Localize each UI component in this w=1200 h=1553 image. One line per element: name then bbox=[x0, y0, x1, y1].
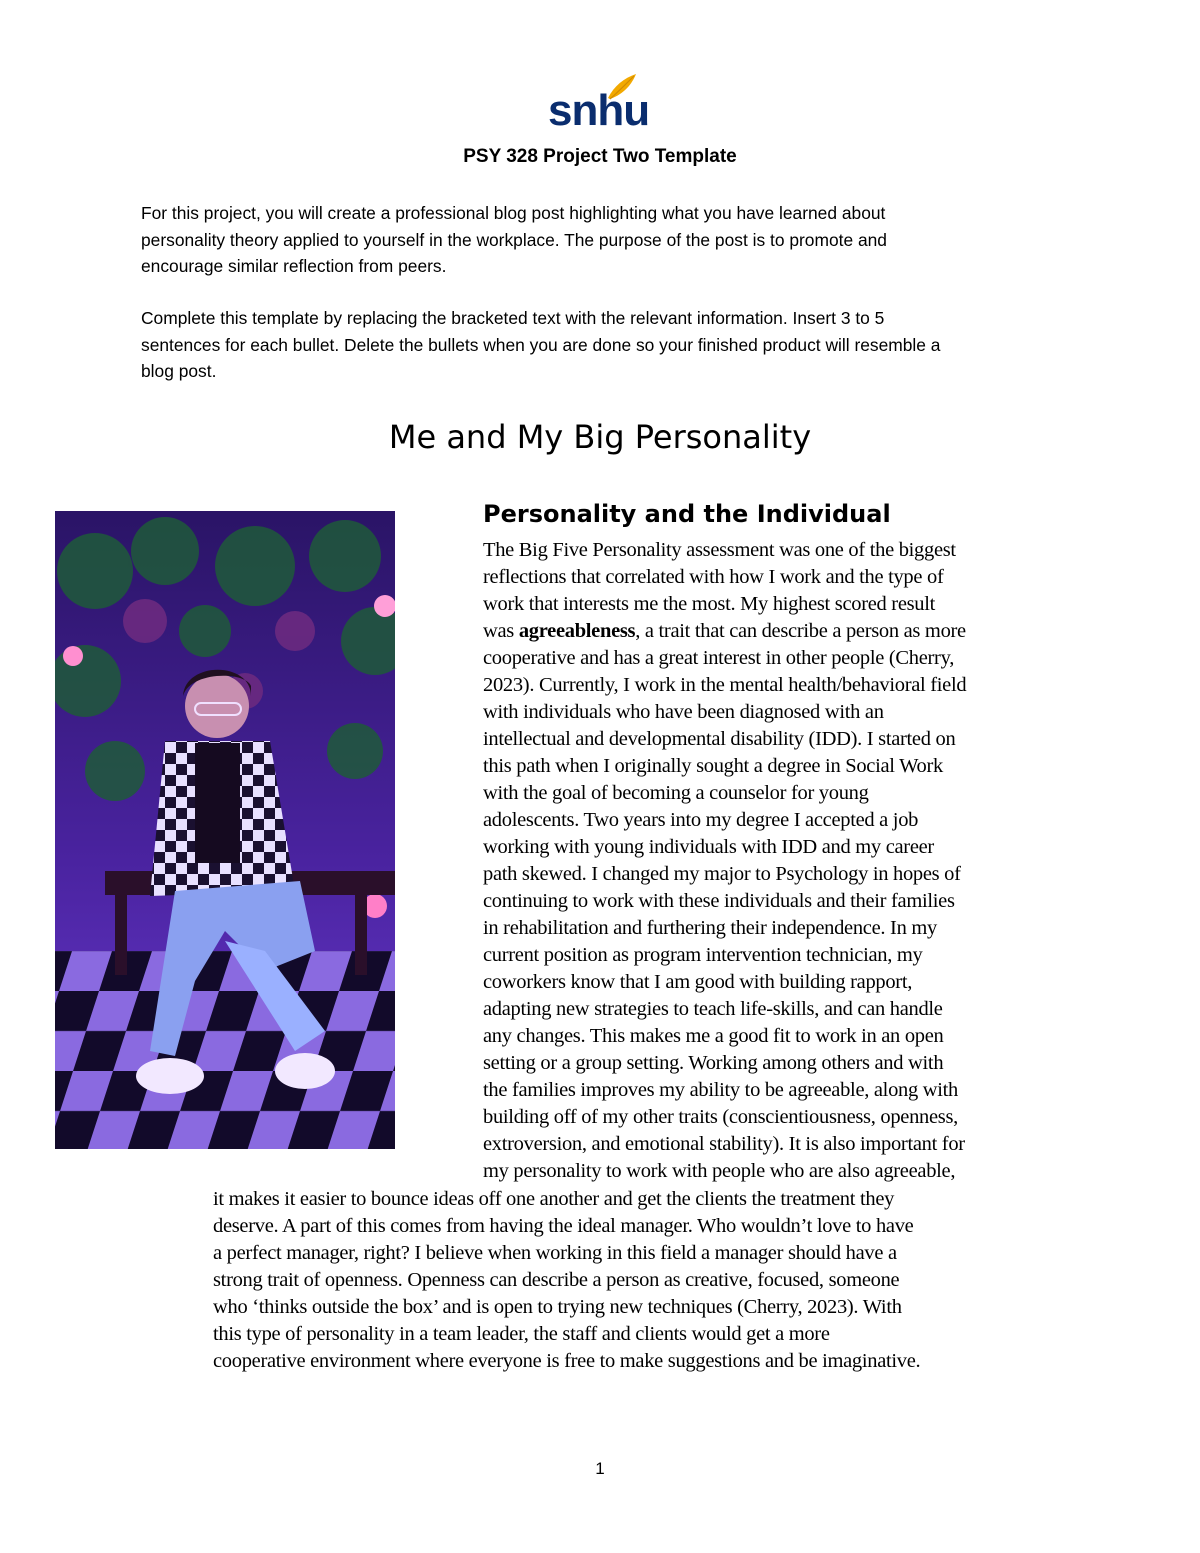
body-text-right-column bbox=[483, 537, 1073, 1185]
intro-line: personality theory applied to yourself in the workplace. The purpose of the post is to promote and bbox=[141, 229, 887, 250]
body-line: a perfect manager, right? I believe when working in this field a manager should have a bbox=[213, 1242, 897, 1264]
intro-line: encourage similar reflection from peers. bbox=[141, 256, 447, 276]
body-line: any changes. This makes me a good fit to work in an open bbox=[483, 1025, 944, 1047]
body-line: continuing to work with these individuals and their families bbox=[483, 890, 955, 912]
body-line: path skewed. I changed my major to Psychology in hopes of bbox=[483, 863, 961, 885]
complete-line: sentences for each bullet. Delete the bullets when you are done so your finished product will resemble a bbox=[141, 334, 941, 355]
snhu-logo bbox=[548, 72, 648, 136]
body-line: reflections that correlated with how I work and the type of bbox=[483, 566, 944, 588]
body-line: with individuals who have been diagnosed with an bbox=[483, 701, 884, 723]
photo-illustration bbox=[55, 511, 395, 1149]
body-line: building off of my other traits (conscientiousness, openness, bbox=[483, 1106, 958, 1128]
body-line: intellectual and developmental disability (IDD). I started on bbox=[483, 728, 956, 750]
body-line: 2023). Currently, I work in the mental health/behavioral field bbox=[483, 674, 967, 696]
body-line: this path when I originally sought a degree in Social Work bbox=[483, 755, 943, 777]
page-number: 1 bbox=[595, 1459, 605, 1478]
body-line: this type of personality in a team leader, the staff and clients would get a more bbox=[213, 1323, 830, 1345]
logo-wordmark: snhu bbox=[548, 86, 650, 135]
body-line: with the goal of becoming a counselor for young bbox=[483, 782, 869, 804]
body-line: working with young individuals with IDD and my career bbox=[483, 836, 934, 858]
emphasis-after: , a trait that can describe a person as more bbox=[635, 620, 966, 642]
emphasis-before: was bbox=[483, 620, 519, 642]
body-line: current position as program intervention technician, my bbox=[483, 944, 923, 966]
body-line: cooperative environment where everyone is free to make suggestions and be imaginative. bbox=[213, 1350, 921, 1372]
body-line: adolescents. Two years into my degree I accepted a job bbox=[483, 809, 919, 831]
body-line: coworkers know that I am good with building rapport, bbox=[483, 971, 913, 993]
complete-line: Complete this template by replacing the bracketed text with the relevant information. Insert 3 to 5 bbox=[141, 308, 885, 328]
complete-line: blog post. bbox=[141, 361, 217, 381]
emphasis-term: agreeableness bbox=[518, 620, 636, 642]
body-line: extroversion, and emotional stability). It is also important for bbox=[483, 1133, 965, 1155]
body-line: The Big Five Personality assessment was one of the biggest bbox=[483, 539, 956, 561]
body-line: it makes it easier to bounce ideas off one another and get the clients the treatment they bbox=[213, 1188, 895, 1210]
intro-line: For this project, you will create a professional blog post highlighting what you have learned about bbox=[141, 203, 886, 223]
body-line: cooperative and has a great interest in other people (Cherry, bbox=[483, 647, 955, 669]
document-title: PSY 328 Project Two Template bbox=[463, 146, 737, 167]
body-line: adapting new strategies to teach life-skills, and can handle bbox=[483, 998, 943, 1020]
body-text-full-width bbox=[213, 1186, 1073, 1375]
body-line: setting or a group setting. Working among others and with bbox=[483, 1052, 944, 1074]
body-line: deserve. A part of this comes from having the ideal manager. Who wouldn’t love to have bbox=[213, 1215, 914, 1237]
body-line: work that interests me the most. My highest scored result bbox=[483, 593, 936, 615]
body-line: strong trait of openness. Openness can describe a person as creative, focused, someone bbox=[213, 1269, 900, 1291]
body-line-emphasis bbox=[483, 618, 1073, 645]
section-heading: Personality and the Individual bbox=[483, 500, 891, 528]
body-line: the families improves my ability to be agreeable, along with bbox=[483, 1079, 959, 1101]
body-line: my personality to work with people who are also agreeable, bbox=[483, 1160, 956, 1182]
body-line: who ‘thinks outside the box’ and is open to trying new techniques (Cherry, 2023). With bbox=[213, 1296, 902, 1318]
completion-instructions bbox=[141, 305, 1071, 385]
body-line: in rehabilitation and furthering their independence. In my bbox=[483, 917, 937, 939]
author-photo bbox=[55, 511, 395, 1149]
intro-instructions bbox=[141, 200, 1071, 280]
blog-title: Me and My Big Personality bbox=[388, 418, 812, 456]
